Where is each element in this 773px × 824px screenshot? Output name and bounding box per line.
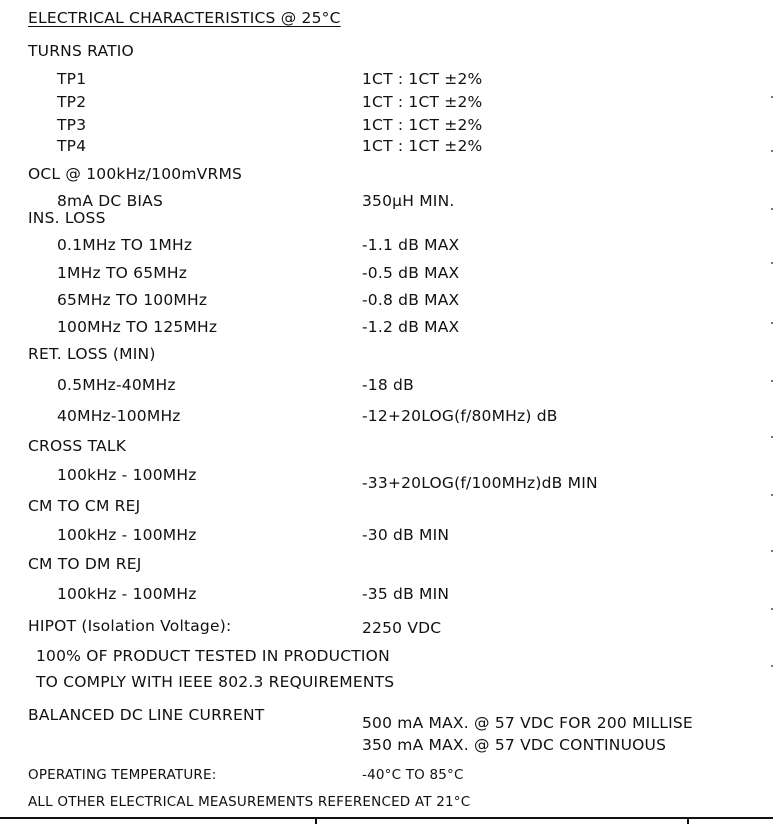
dc-current-line: 500 mA MAX. @ 57 VDC FOR 200 MILLISE [362, 714, 693, 732]
table-column-divider [315, 817, 317, 824]
hipot-value: 2250 VDC [362, 619, 442, 637]
tp3-label: TP3 [57, 116, 87, 134]
tp1-value: 1CT : 1CT ±2% [362, 70, 483, 88]
tp4-label: TP4 [57, 137, 87, 155]
ins-loss-range: 65MHz TO 100MHz [57, 291, 208, 309]
production-note-line: 100% OF PRODUCT TESTED IN PRODUCTION [36, 647, 390, 665]
cm-to-cm-label: CM TO CM REJ [28, 497, 141, 515]
ins-loss-range: 1MHz TO 65MHz [57, 264, 188, 282]
ocl-label: OCL @ 100kHz/100mVRMS [28, 165, 243, 183]
ret-loss-label: RET. LOSS (MIN) [28, 345, 156, 363]
ins-loss-value: -0.8 dB MAX [362, 291, 460, 309]
footer-note: ALL OTHER ELECTRICAL MEASUREMENTS REFERENCED AT 21°C [28, 794, 471, 810]
cm-to-dm-value: -35 dB MIN [362, 585, 450, 603]
tp2-label: TP2 [57, 93, 87, 111]
ins-loss-value: -1.2 dB MAX [362, 318, 460, 336]
ocl-condition: 8mA DC BIAS [57, 192, 164, 210]
tp1-label: TP1 [57, 70, 87, 88]
dc-current-label: BALANCED DC LINE CURRENT [28, 706, 265, 724]
ins-loss-value: -0.5 dB MAX [362, 264, 460, 282]
ret-loss-range: 40MHz-100MHz [57, 407, 181, 425]
cm-to-dm-range: 100kHz - 100MHz [57, 585, 197, 603]
section-title: ELECTRICAL CHARACTERISTICS @ 25°C [28, 9, 341, 27]
cm-to-dm-label: CM TO DM REJ [28, 555, 142, 573]
ins-loss-label: INS. LOSS [28, 209, 106, 227]
tp2-value: 1CT : 1CT ±2% [362, 93, 483, 111]
turns-ratio-label: TURNS RATIO [28, 42, 134, 60]
cm-to-cm-range: 100kHz - 100MHz [57, 526, 197, 544]
cm-to-cm-value: -30 dB MIN [362, 526, 450, 544]
table-column-divider [687, 817, 689, 824]
ocl-value: 350μH MIN. [362, 192, 455, 210]
hipot-label: HIPOT (Isolation Voltage): [28, 617, 232, 635]
ins-loss-range: 0.1MHz TO 1MHz [57, 236, 193, 254]
tp4-value: 1CT : 1CT ±2% [362, 137, 483, 155]
operating-temp-value: -40°C TO 85°C [362, 767, 464, 783]
ins-loss-range: 100MHz TO 125MHz [57, 318, 218, 336]
ret-loss-value: -18 dB [362, 376, 414, 394]
ret-loss-range: 0.5MHz-40MHz [57, 376, 176, 394]
operating-temp-label: OPERATING TEMPERATURE: [28, 767, 217, 783]
ret-loss-value: -12+20LOG(f/80MHz) dB [362, 407, 558, 425]
ins-loss-value: -1.1 dB MAX [362, 236, 460, 254]
cross-talk-label: CROSS TALK [28, 437, 127, 455]
production-note-line: TO COMPLY WITH IEEE 802.3 REQUIREMENTS [36, 673, 395, 691]
table-bottom-border [0, 817, 773, 819]
cross-talk-value: -33+20LOG(f/100MHz)dB MIN [362, 474, 598, 492]
dc-current-line: 350 mA MAX. @ 57 VDC CONTINUOUS [362, 736, 667, 754]
tp3-value: 1CT : 1CT ±2% [362, 116, 483, 134]
cross-talk-range: 100kHz - 100MHz [57, 466, 197, 484]
